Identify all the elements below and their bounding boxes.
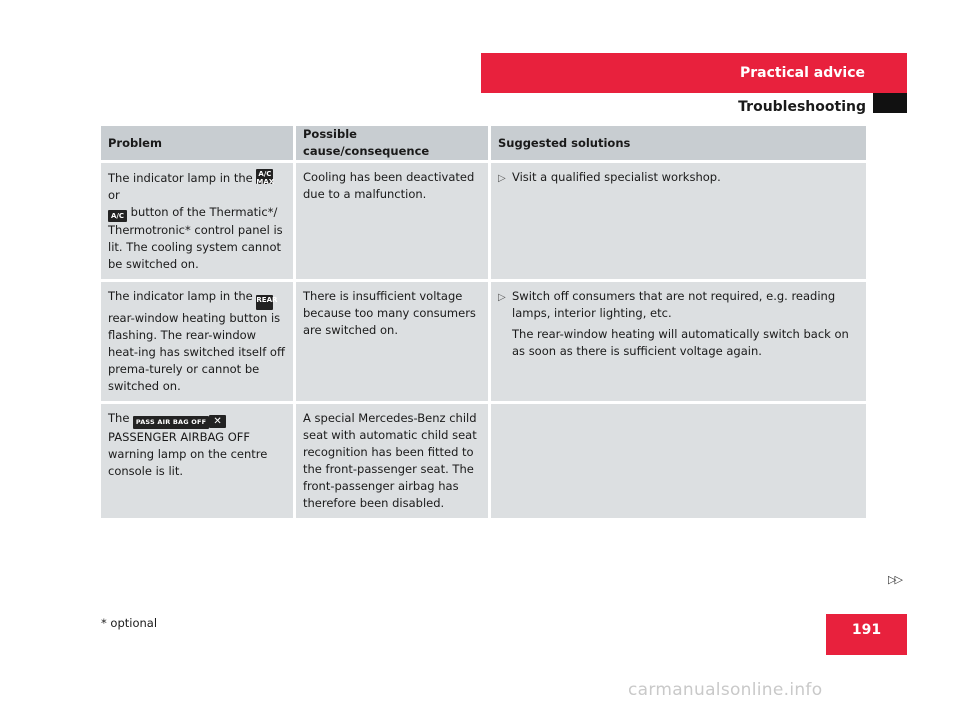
problem-cell	[101, 160, 293, 279]
pass-airbag-off-icon: PASS AIR BAG OFF	[133, 416, 209, 429]
solutions-cell	[488, 160, 866, 279]
cause-cell: There is insufficient voltage because too many consumers are switched on.	[293, 279, 488, 401]
table-row	[101, 401, 866, 518]
solution-item	[498, 169, 859, 187]
section-tab-marker	[873, 93, 907, 113]
column-header-cause: Possible cause/consequence	[293, 126, 488, 160]
table-header-row	[101, 126, 866, 160]
chapter-banner: Practical advice	[481, 53, 907, 93]
solution-text: Switch off consumers that are not required, e.g. reading lamps, interior lighting, etc.	[512, 289, 836, 320]
footnote: * optional	[101, 616, 158, 630]
page-number: 191	[826, 614, 907, 655]
section-title: Troubleshooting	[738, 99, 866, 115]
problem-text: button of the Thermatic*/ Thermotronic* control panel is lit. The cooling system cannot be switched on.	[108, 205, 283, 271]
problem-cell	[101, 401, 293, 518]
ac-max-button-icon: A/C MAX	[256, 170, 275, 186]
problem-text: The indicator lamp in the	[108, 171, 253, 185]
problem-text: or	[108, 188, 120, 202]
ac-button-icon: A/C	[108, 210, 127, 222]
continue-arrows-icon: ▷▷	[888, 573, 901, 586]
problem-cell	[101, 279, 293, 401]
column-header-solutions: Suggested solutions	[488, 126, 866, 160]
problem-text: PASSENGER AIRBAG OFF warning lamp on the centre console is lit.	[108, 430, 268, 478]
bullet-arrow-icon: ▷	[498, 292, 506, 303]
solutions-cell	[488, 279, 866, 401]
solution-note: The rear-window heating will automatically switch back on as soon as there is sufficient voltage again.	[512, 327, 849, 358]
solutions-cell	[488, 401, 866, 518]
solution-text: Visit a qualified specialist workshop.	[512, 170, 721, 184]
problem-text: The	[108, 411, 130, 425]
cause-cell: A special Mercedes-Benz child seat with automatic child seat recognition has been fitted to the front-passenger seat. The front-passenger airbag has therefore been disabled.	[293, 401, 488, 518]
problem-text: rear-window heating button is flashing. The rear-window heat-ing has switched itself off prema-turely or cannot be switched on.	[108, 311, 285, 393]
bullet-arrow-icon: ▷	[498, 173, 506, 184]
column-header-problem: Problem	[101, 126, 293, 160]
seat-occupant-icon: ✕	[209, 415, 226, 428]
troubleshooting-table	[101, 126, 866, 518]
cause-cell: Cooling has been deactivated due to a malfunction.	[293, 160, 488, 279]
watermark: carmanualsonline.info	[628, 680, 823, 700]
rear-window-heating-icon: REAR	[256, 295, 273, 310]
table-row	[101, 279, 866, 401]
solution-item	[498, 288, 859, 360]
problem-text: The indicator lamp in the	[108, 289, 253, 303]
table-row	[101, 160, 866, 279]
